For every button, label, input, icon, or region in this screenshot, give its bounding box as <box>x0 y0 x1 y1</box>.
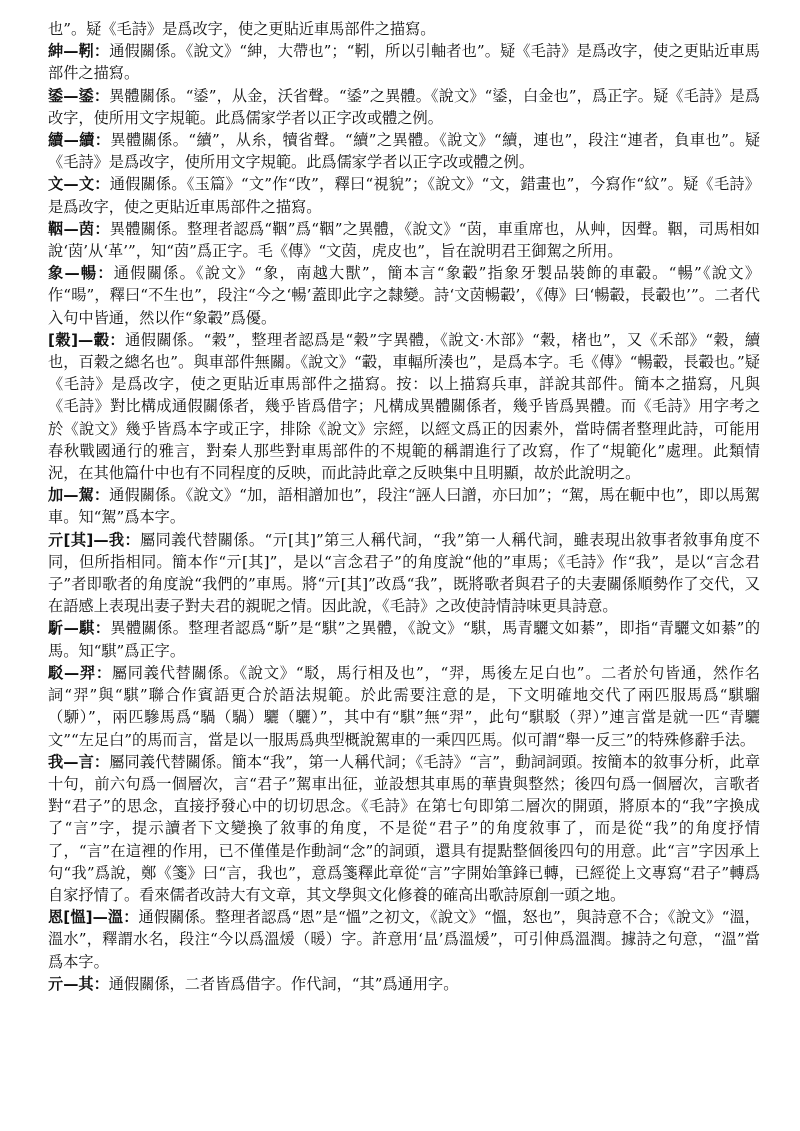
entry-heading: 加—駕： <box>48 486 110 505</box>
entry-text: 異體關係。整理者認爲“鞇”爲“鞇”之異體，《說文》“茵，車重席也，从艸，因聲。鞇，司馬相如說‘茵’从‘革’”，知“茵”爲正字。毛《傳》“文茵，虎皮也”，旨在說明君王御駕之所用。 <box>48 219 760 261</box>
paragraph <box>48 40 760 84</box>
entry-heading: 文—文： <box>48 175 110 194</box>
paragraph <box>48 662 760 751</box>
entry-heading: 我—言： <box>48 752 110 771</box>
entry-text: 通假關係。“穀”，整理者認爲是“穀”字異體，《說文·木部》“穀，楮也”，又《禾部》“穀，續也，百穀之總名也”。與車部件無關。《說文》“轂，車輻所湊也”，是爲本字。毛《傳》“暢轂，長轂也。”疑《毛詩》是爲改字，使之更貼近車馬部件之描寫。按：以上描寫兵車，詳說其部件。簡本之描寫，凡與《毛詩》對比構成通假關係者，幾乎皆爲借字；凡構成異體關係者，幾乎皆爲異體。而《毛詩》用字考之於《說文》幾乎皆爲本字或正字，排除《說文》宗經，以經文爲正的因素外，當時儒者整理此詩，可能用春秋戰國通行的雅言，對秦人那些對車馬部件的不規範的稱謂進行了改寫，作了“規範化”處理。此類情況，在其他篇什中也有不同程度的反映，而此詩此章之反映集中且明顯，故於此說明之。 <box>48 330 761 483</box>
paragraph <box>48 617 760 661</box>
entry-heading: 續—續： <box>48 131 111 150</box>
paragraph <box>48 751 760 906</box>
entry-heading: 紳—靷： <box>48 42 110 61</box>
entry-text: 通假關係，二者皆爲借字。作代詞，“其”爲通用字。 <box>108 974 459 993</box>
entry-heading: 馸—騏： <box>48 619 111 638</box>
entry-heading: 象—暢： <box>48 264 114 283</box>
document-page <box>48 18 760 995</box>
entry-heading: 恩[慍]—溫： <box>48 908 139 927</box>
entry-text: 屬同義代替關係。“亓[其]”第三人稱代詞，“我”第一人稱代詞，雖表現出敘事者敘事角度不同，但所指相同。簡本作“亓[其]”，是以“言念君子”的角度說“他的”車馬；《毛詩》作“我”，是以“言念君子”者即歌者的角度說“我們的”車馬。將“亓[其]”改爲“我”，既將歌者與君子的夫妻關係順勢作了交代，又在語感上表現出妻子對夫君的親昵之情。因此說，《毛詩》之改使詩情詩味更具詩意。 <box>48 530 760 616</box>
paragraph <box>48 529 760 618</box>
paragraph <box>48 129 760 173</box>
entry-text: 屬同義代替關係。簡本“我”，第一人稱代詞；《毛詩》“言”，動詞詞頭。按簡本的敘事分析，此章十句，前六句爲一個層次，言“君子”駕車出征，並設想其車馬的華貴與整然；後四句爲一個層次，言歌者對“君子”的思念，直接抒發心中的切切思念。《毛詩》在第七句即第二層次的開頭，將原本的“我”字換成了“言”字，提示讀者下文變換了敘事的角度，不是從“君子”的角度敘事了，而是從“我”的角度抒情了，“言”在這裡的作用，已不僅僅是作動詞“念”的詞頭，還具有提點整個後四句的用意。此“言”字因承上句“我”爲說，鄭《箋》曰“言，我也”，意爲箋釋此章從“言”字開始筆鋒已轉，已經從上文專寫“君子”轉爲自家抒情了。看來儒者改詩大有文章，其文學與文化修養的確高出歌詩原創一頭之地。 <box>48 752 761 904</box>
entry-text: 通假關係。《玉篇》“文”作“攺”，釋曰“視貌”；《說文》“文，錯畫也”，今寫作“紋”。疑《毛詩》是爲改字，使之更貼近車馬部件之描寫。 <box>48 175 760 216</box>
entry-text: 異體關係。整理者認爲“馸”是“騏”之異體，《說文》“騏，馬青驪文如綦”，即指“青驪文如綦”的馬。知“騏”爲正字。 <box>48 619 761 660</box>
entry-text: 通假關係。《說文》“象，南越大獸”，簡本言“象轂”指象牙製品裝飾的車轂。“暢”《說文》作“暘”，釋曰“不生也”，段注“今之‘暢’蓋即此字之隸變。詩‘文茵暢轂’，《傳》曰‘暢轂，長轂也’”。二者代入句中皆通，然以作“象轂”爲優。 <box>48 264 761 327</box>
paragraph <box>48 18 760 40</box>
paragraph <box>48 85 760 129</box>
entry-heading: 鋈—鋈： <box>48 86 110 105</box>
entry-text: 屬同義代替關係。《說文》“駁，馬行相及也”，“羿，馬後左足白也”。二者於句皆通，然作名詞“羿”與“騏”聯合作賓語更合於語法規範。於此需要注意的是，下文明確地交代了兩匹服馬爲“騏騮（駵）”，兩匹驂馬爲“騧（騧）驪（驪）”，其中有“騏”無“羿”，此句“騏駁（羿）”連言當是就一匹“青驪文”“左足白”的馬而言，當是以一服馬爲典型概說駕車的一乘四匹馬。似可謂“舉一反三”的特殊修辭手法。 <box>48 663 760 749</box>
entry-text: 異體關係。“續”，从糸，犢省聲。“續”之異體。《說文》“續，連也”，段注“連者，負車也”。疑《毛詩》是爲改字，使所用文字規範。此爲儒家学者以正字改或體之例。 <box>48 131 761 172</box>
entry-text: 通假關係。整理者認爲“恩”是“慍”之初文，《說文》“慍，怒也”，與詩意不合；《說文》“溫，溫水”，釋謂水名，段注“今以爲溫煖（暖）字。許意用‘昷’爲溫煖”，可引伸爲溫潤。據詩之句意，“溫”當爲本字。 <box>48 908 760 971</box>
entry-heading: [穀]—轂： <box>48 330 126 349</box>
entry-heading: 亓—其： <box>48 974 109 993</box>
paragraph <box>48 973 760 995</box>
paragraph <box>48 329 760 484</box>
entry-text: 通假關係。《說文》“加，語相譄加也”，段注“誣人曰譄，亦曰加”；“駕，馬在軛中也”，即以馬駕車。知“駕”爲本字。 <box>48 486 760 527</box>
paragraph <box>48 262 760 329</box>
paragraph <box>48 906 760 973</box>
paragraph <box>48 173 760 217</box>
entry-heading: 亓[其]—我： <box>48 530 141 549</box>
entry-text: 通假關係。《說文》“紳，大帶也”；“靷，所以引軸者也”。疑《毛詩》是爲改字，使之更貼近車馬部件之描寫。 <box>48 42 760 83</box>
paragraph <box>48 218 760 262</box>
entry-text: 也”。疑《毛詩》是爲改字，使之更貼近車馬部件之描寫。 <box>48 20 436 38</box>
entry-heading: 駁—羿： <box>48 663 112 682</box>
paragraph <box>48 484 760 528</box>
entry-text: 異體關係。“鋈”，从金，沃省聲。“鋈”之異體。《說文》“鋈，白金也”，爲正字。疑《毛詩》是爲改字，使所用文字規範。此爲儒家学者以正字改或體之例。 <box>48 86 760 127</box>
entry-heading: 鞇—茵： <box>48 219 110 238</box>
